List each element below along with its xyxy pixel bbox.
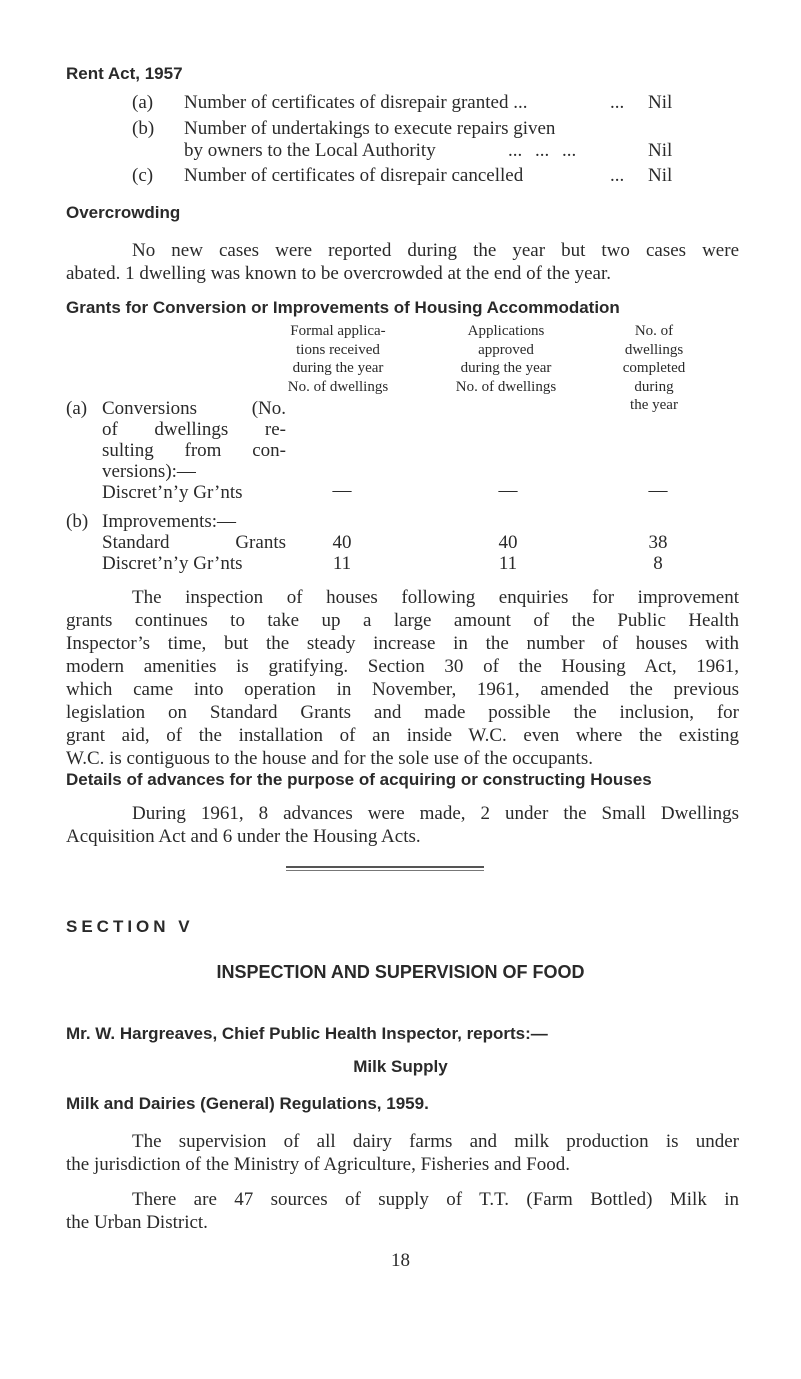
- row-b-title: Improvements:—: [102, 511, 237, 532]
- rent-item-b-label: (b): [132, 118, 155, 139]
- advances-paragraph: [66, 802, 739, 848]
- col3-line3: completed: [622, 360, 686, 376]
- row-a-value-2: —: [498, 480, 518, 501]
- col3-line2: dwellings: [624, 341, 684, 358]
- inspection-line-3: Inspector’s time, but the steady increase in the number of houses with: [66, 633, 739, 654]
- col2-line4: No. of dwellings: [455, 378, 557, 395]
- advances-line-1: During 1961, 8 advances were made, 2 under the Small Dwellings: [132, 803, 739, 824]
- row-a-value-3: —: [648, 480, 668, 501]
- milk-supply-heading: Milk Supply: [353, 1057, 448, 1076]
- col1-line1: Formal applica-: [290, 323, 386, 339]
- col3-line1: No. of: [634, 323, 674, 339]
- row-a-line1: Conversions (No.: [102, 398, 286, 419]
- overcrowding-heading: Overcrowding: [66, 203, 181, 222]
- supervision-line-2: the jurisdiction of the Ministry of Agriculture, Fisheries and Food.: [66, 1154, 570, 1175]
- rent-item-b-value: Nil: [648, 140, 673, 161]
- rent-item-b-dots: ... ... ...: [508, 140, 577, 161]
- column-header-formal: [268, 322, 408, 396]
- section-label: SECTION V: [66, 917, 194, 936]
- col1-line2: tions received: [296, 341, 380, 358]
- col2-line2: approved: [478, 341, 534, 358]
- row-b-standard-value-3: 38: [648, 532, 668, 553]
- row-a-line3: sulting from con-: [102, 440, 286, 461]
- row-b-standard-value-1: 40: [332, 532, 352, 553]
- row-a-line5: Discret’n’y Gr’nts: [102, 482, 243, 503]
- inspection-line-6: legislation on Standard Grants and made possible the inclusion, for: [66, 702, 739, 723]
- row-b-discret-label: Discret’n’y Gr’nts: [102, 553, 243, 574]
- inspection-line-8: W.C. is contiguous to the house and for the sole use of the occupants.: [66, 748, 593, 769]
- advances-line-2: Acquisition Act and 6 under the Housing Acts.: [66, 826, 421, 847]
- rent-item-a-dots: ...: [610, 92, 625, 113]
- supervision-paragraph: [66, 1130, 739, 1176]
- rent-item-b-text1: Number of undertakings to execute repairs given: [184, 118, 556, 139]
- col3-line4: during: [634, 378, 674, 395]
- row-b-discret-value-3: 8: [653, 553, 663, 574]
- grants-heading: Grants for Conversion or Improvements of Housing Accommodation: [66, 298, 620, 317]
- row-b-standard-label: Standard Grants: [102, 532, 286, 553]
- column-header-approved: [436, 322, 576, 396]
- inspection-line-5: which came into operation in November, 1961, amended the previous: [66, 679, 739, 700]
- rent-item-c-dots: ...: [610, 165, 625, 186]
- section-title: INSPECTION AND SUPERVISION OF FOOD: [216, 962, 585, 982]
- tt-milk-line-2: the Urban District.: [66, 1212, 208, 1233]
- row-b-discret-value-1: 11: [332, 553, 352, 574]
- col1-line4: No. of dwellings: [287, 378, 389, 395]
- rent-item-c-label: (c): [132, 165, 154, 186]
- column-header-completed: [596, 322, 712, 415]
- section-divider-top: [286, 866, 484, 868]
- overcrowding-line-2: abated. 1 dwelling was known to be overcrowded at the end of the year.: [66, 263, 612, 284]
- row-a-line2: of dwellings re-: [102, 419, 286, 440]
- col2-line1: Applications: [467, 323, 545, 339]
- row-a-line4: versions):—: [102, 461, 196, 482]
- col2-line3: during the year: [460, 360, 552, 376]
- page-number: 18: [391, 1250, 410, 1271]
- tt-milk-line-1: There are 47 sources of supply of T.T. (Farm Bottled) Milk in: [132, 1189, 739, 1210]
- row-b-discret-value-2: 11: [498, 553, 518, 574]
- inspection-line-2: grants continues to take up a large amount of the Public Health: [66, 610, 739, 631]
- row-a-value-1: —: [332, 480, 352, 501]
- rent-item-a-label: (a): [132, 92, 154, 113]
- rent-item-c-text: Number of certificates of disrepair cancelled: [184, 165, 524, 186]
- section-divider-bottom: [286, 870, 484, 871]
- col3-line5: the year: [630, 397, 678, 413]
- tt-milk-paragraph: [66, 1188, 739, 1234]
- inspection-paragraph: [66, 586, 739, 770]
- overcrowding-paragraph: [66, 239, 739, 285]
- advances-heading: Details of advances for the purpose of acquiring or constructing Houses: [66, 770, 652, 789]
- inspection-line-4: modern amenities is gratifying. Section 30 of the Housing Act, 1961,: [66, 656, 739, 677]
- rent-item-c-value: Nil: [648, 165, 673, 186]
- rent-item-b-text2: by owners to the Local Authority: [184, 140, 436, 161]
- regulations-heading: Milk and Dairies (General) Regulations, 1959.: [66, 1094, 429, 1113]
- col1-line3: during the year: [292, 360, 384, 376]
- supervision-line-1: The supervision of all dairy farms and milk production is under: [132, 1131, 739, 1152]
- inspection-line-1: The inspection of houses following enquiries for improvement: [132, 587, 739, 608]
- rent-item-a-value: Nil: [648, 92, 673, 113]
- reporter-line: Mr. W. Hargreaves, Chief Public Health Inspector, reports:—: [66, 1024, 548, 1043]
- row-b-standard-value-2: 40: [498, 532, 518, 553]
- inspection-line-7: grant aid, of the installation of an inside W.C. even where the existing: [66, 725, 739, 746]
- overcrowding-line-1: No new cases were reported during the year but two cases were: [132, 240, 739, 261]
- row-b-label: (b): [66, 511, 89, 532]
- rent-act-heading: Rent Act, 1957: [66, 64, 183, 83]
- row-a-description: [102, 398, 286, 503]
- row-a-label: (a): [66, 398, 88, 419]
- rent-item-a-text: Number of certificates of disrepair granted ...: [184, 92, 528, 113]
